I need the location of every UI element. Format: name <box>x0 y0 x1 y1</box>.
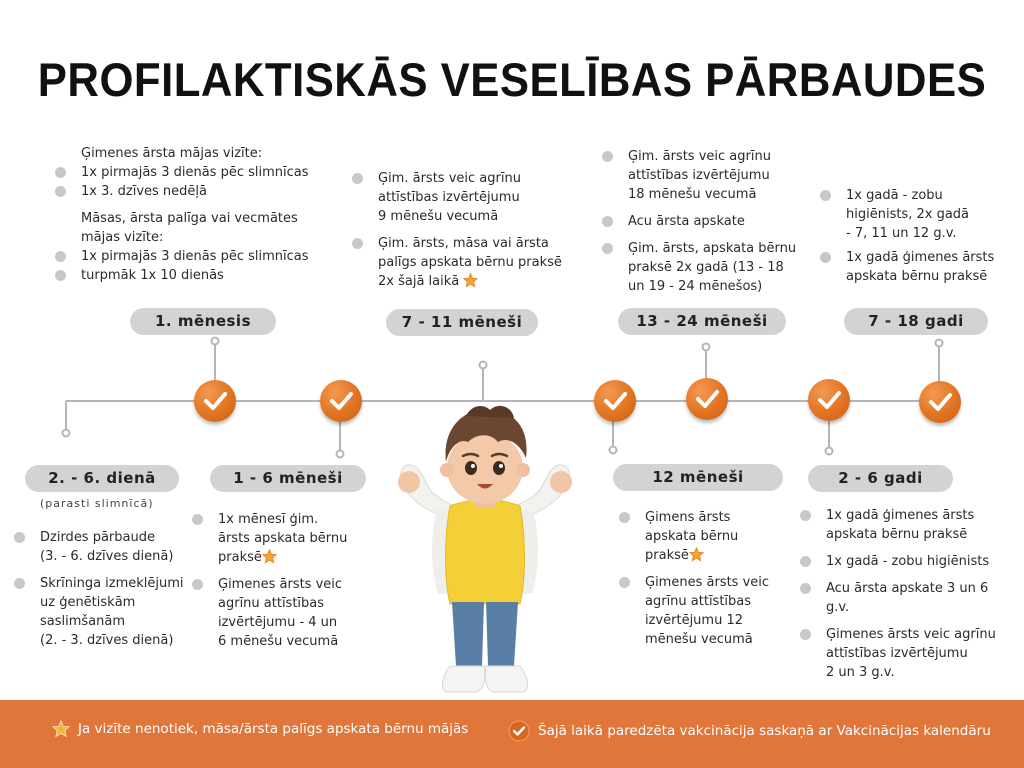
stage-details-months12 <box>619 508 799 649</box>
stage-label-years7-18: 7 - 18 gadi <box>844 308 988 335</box>
list-item-line: apskata bērnu <box>645 529 739 544</box>
list-item: 1x 3. dzīves nedēļā <box>55 182 315 201</box>
list-item-line: apskata bērnu praksē <box>826 527 968 542</box>
list-item-line: 1x gadā - zobu <box>846 188 943 203</box>
list-item-line: agrīnu attīstības <box>645 594 752 609</box>
check-icon <box>594 380 636 422</box>
list-item-line: Ģimenes ārsts veic <box>645 575 770 590</box>
list-item-line: attīstības izvērtējumu <box>826 646 968 661</box>
list-item <box>800 506 1015 544</box>
stage-details-days2-6 <box>14 528 194 650</box>
list-item <box>619 508 799 565</box>
star-legend-text: Ja vizīte nenotiek, māsa/ārsta palīgs apskata bērnu mājās <box>78 721 469 737</box>
list-item <box>800 579 1015 617</box>
hospital-note: (parasti slimnīcā) <box>40 497 154 510</box>
list-item-line: Ģim. ārsts, māsa vai ārsta <box>378 236 549 251</box>
list-item <box>14 574 194 650</box>
list-item: 1x pirmajās 3 dienās pēc slimnīcas <box>55 247 315 266</box>
check-legend-text: Šajā laikā paredzēta vakcinācija saskaņā ar Vakcinācijas kalendāru <box>538 723 991 739</box>
list-item-line: mēnešu vecumā <box>645 632 753 647</box>
check-icon <box>808 379 850 421</box>
list-item-line: attīstības izvērtējumu <box>378 190 520 205</box>
stage-details-months1-6 <box>192 510 367 651</box>
list-item-line: Acu ārsta apskate 3 un 6 g.v. <box>826 581 989 615</box>
list-item-line: (3. - 6. dzīves dienā) <box>40 549 174 564</box>
stage-label-month1: 1. mēnesis <box>130 308 276 335</box>
list-item-line: Ģim. ārsts veic agrīnu <box>378 171 521 186</box>
stage-details-months13-24 <box>602 147 802 296</box>
list-item: 1x pirmajās 3 dienās pēc slimnīcas <box>55 163 315 182</box>
list-item-line: 1x gadā ģimenes ārsts <box>826 508 975 523</box>
stage-label-months13-24: 13 - 24 mēneši <box>618 308 786 335</box>
stage-label-years2-6: 2 - 6 gadi <box>808 465 953 492</box>
list-item-line: 9 mēnešu vecumā <box>378 209 499 224</box>
list-item-line: 1x gadā - zobu higiēnists <box>826 554 990 569</box>
list-item-line: izvērtējumu - 4 un <box>218 615 338 630</box>
list-item-line: higiēnists, 2x gadā <box>846 207 970 222</box>
footer-legend <box>0 700 1024 768</box>
list-item-line: Dzirdes pārbaude <box>40 530 155 545</box>
list-item-line: Skrīninga izmeklējumi <box>40 576 184 591</box>
detail-heading: Māsas, ārsta palīga vai vecmātes <box>81 211 298 226</box>
boy-illustration <box>380 398 590 700</box>
list-item <box>800 552 1015 571</box>
list-item-line: Ģimens ārsts <box>645 510 731 525</box>
stage-details-years2-6 <box>800 506 1015 682</box>
detail-heading: Ģimenes ārsta mājas vizīte: <box>81 146 263 161</box>
list-item <box>602 212 802 231</box>
list-item <box>800 625 1015 682</box>
list-item-line: (2. - 3. dzīves dienā) <box>40 633 174 648</box>
list-item-line: praksē 2x gadā (13 - 18 <box>628 260 784 275</box>
check-icon <box>508 720 530 742</box>
list-item-line: Ģim. ārsts, apskata bērnu <box>628 241 797 256</box>
list-item <box>820 248 1010 286</box>
list-item <box>619 573 799 649</box>
list-item-line: Ģim. ārsts veic agrīnu <box>628 149 771 164</box>
list-item-line: 18 mēnešu vecumā <box>628 187 757 202</box>
list-item-line: Ģimenes ārsts veic agrīnu <box>826 627 996 642</box>
list-item-line: Ģimenes ārsts veic <box>218 577 343 592</box>
list-item <box>820 186 1010 243</box>
list-item-line: attīstības izvērtējumu <box>628 168 770 183</box>
list-item <box>602 239 802 296</box>
list-item-line: izvērtējumu 12 <box>645 613 743 628</box>
check-legend <box>508 720 991 742</box>
star-legend <box>52 720 468 738</box>
star-icon <box>262 549 277 564</box>
list-item-line: 1x gadā ģimenes ārsts <box>846 250 995 265</box>
page-title: PROFILAKTISKĀS VESELĪBAS PĀRBAUDES <box>37 53 987 106</box>
list-item <box>192 575 367 651</box>
list-item-line: uz ģenētiskām <box>40 595 136 610</box>
stage-details-month1 <box>55 144 315 285</box>
list-item-line: praksē <box>218 550 262 565</box>
list-item <box>14 528 194 566</box>
list-item-line: Acu ārsta apskate <box>628 214 745 229</box>
list-item <box>352 234 582 291</box>
list-item-line: apskata bērnu praksē <box>846 269 988 284</box>
star-icon <box>52 720 70 738</box>
list-item <box>602 147 802 204</box>
list-item-line: un 19 - 24 mēnešos) <box>628 279 763 294</box>
list-item: turpmāk 1x 10 dienās <box>55 266 315 285</box>
stage-label-months1-6: 1 - 6 mēneši <box>210 465 366 492</box>
list-item-line: 2x šajā laikā <box>378 274 460 289</box>
stage-details-months7-11 <box>352 169 582 291</box>
list-item <box>192 510 367 567</box>
check-icon <box>194 380 236 422</box>
check-icon <box>686 378 728 420</box>
list-item-line: - 7, 11 un 12 g.v. <box>846 226 957 241</box>
list-item <box>352 169 582 226</box>
list-item-line: agrīnu attīstības <box>218 596 325 611</box>
check-icon <box>919 381 961 423</box>
star-icon <box>463 273 478 288</box>
star-icon <box>689 547 704 562</box>
stage-label-months7-11: 7 - 11 mēneši <box>386 309 538 336</box>
check-icon <box>320 380 362 422</box>
list-item-line: ārsts apskata bērnu <box>218 531 348 546</box>
detail-heading: mājas vizīte: <box>81 230 164 245</box>
list-item-line: praksē <box>645 548 689 563</box>
list-item-line: 2 un 3 g.v. <box>826 665 895 680</box>
list-item-line: saslimšanām <box>40 614 126 629</box>
list-item-line: 1x mēnesī ģim. <box>218 512 319 527</box>
stage-label-days2-6: 2. - 6. dienā <box>25 465 179 492</box>
stage-details-years7-18 <box>820 186 1010 286</box>
stage-label-months12: 12 mēneši <box>613 464 783 491</box>
list-item-line: 6 mēnešu vecumā <box>218 634 339 649</box>
list-item-line: palīgs apskata bērnu praksē <box>378 255 562 270</box>
